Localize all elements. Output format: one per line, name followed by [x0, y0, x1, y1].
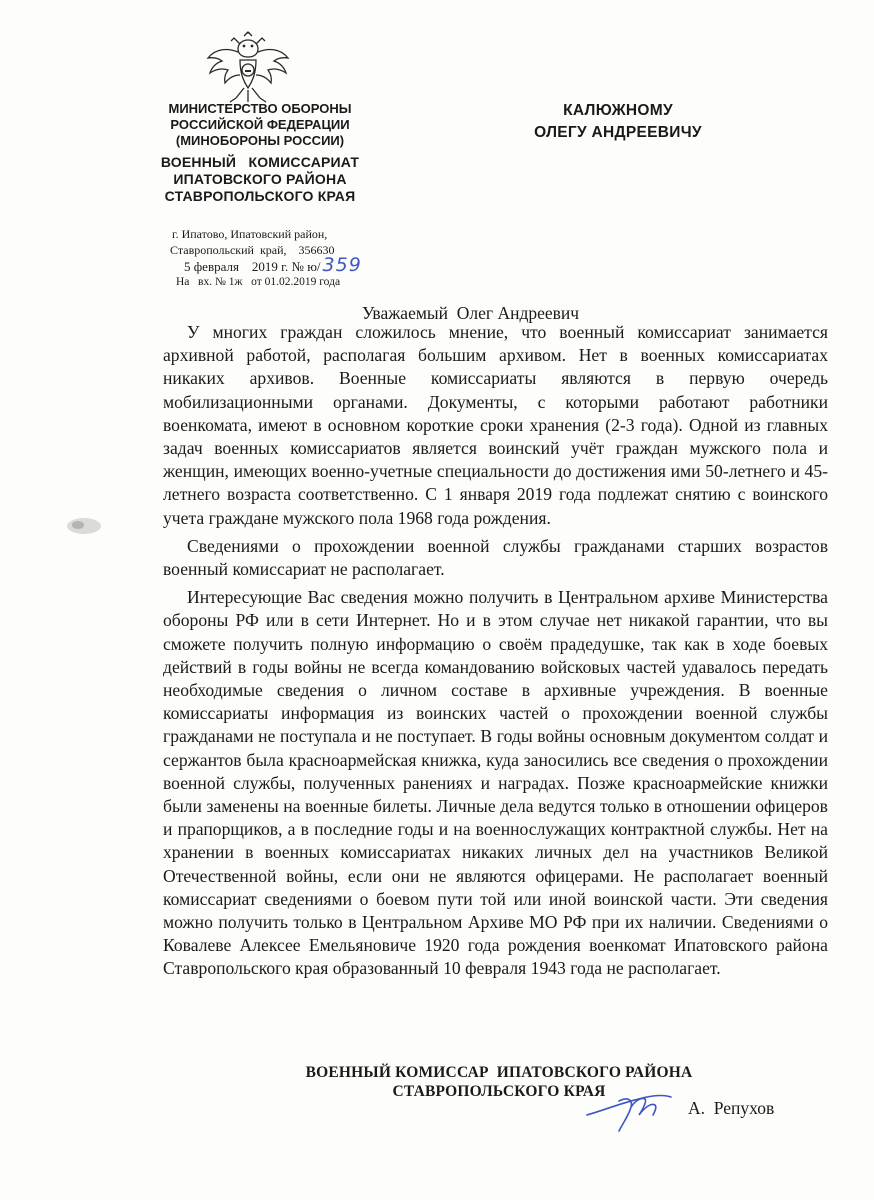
commissariat-line: СТАВРОПОЛЬСКОГО КРАЯ	[164, 188, 356, 204]
address-line: г. Ипатово, Ипатовский район,	[172, 227, 328, 241]
body-paragraph: У многих граждан сложилось мнение, что военный комиссариат занимается архивной работой, располагая большим архивом. Нет в военных комиссариатах никаких архивов. Военные комиссариаты являются в первую очередь мобилизационными органами. Документы, с которыми работают работники военкомата, имеют в основном короткие сроки хранения (2-3 года). Одной из главных задач военных комиссариатов является воинский учёт граждан мужского пола и женщин, имеющих военно-учетные специальности до достижения ими 50-летнего и 45-летнего возраста соответственно. С 1 января 2019 года подлежат снятию с воинского учета граждане мужского пола 1968 года рождения.	[163, 322, 828, 528]
recipient-line: ОЛЕГУ АНДРЕЕВИЧУ	[534, 124, 702, 141]
signoff-line: ВОЕННЫЙ КОМИССАР ИПАТОВСКОГО РАЙОНА	[305, 1064, 693, 1081]
scan-smudge-mark	[64, 515, 104, 537]
sender-header	[140, 101, 380, 205]
recipient-block	[518, 100, 718, 144]
body-paragraph: Интересующие Вас сведения можно получить в Центральном архиве Министерства обороны РФ или в сети Интернет. Но и в этом случае нет никакой гарантии, что вы сможете получить полную информацию о своём прадедушке, так как в ходе боевых действий в годы войны не всегда командованию войсковых частей удавалось передать необходимые сведения о личном составе в архивные учреждения. В военные комиссариаты информация из воинских частей о прохождении военной службы гражданами не поступала и не поступает. В годы войны основным документом солдат и сержантов была красноармейская книжка, куда заносились все сведения о прохождении военной службы, полученных ранениях и наградах. Позже красноармейские книжки были заменены на военные билеты. Личные дела ведутся только в отношении офицеров и прапорщиков, а в последние годы и на военнослужащих контрактной службы. Нет на хранении в военных комиссариатах никаких личных дел на участников Великой Отечественной войны, если они не являются офицерами. Не располагает военный комиссариат сведениями о боевом пути той или иной воинской части. Эти сведения можно получить только в Центральном Архиве МО РФ при их наличии. Сведениями о Ковалеве Алексее Емельяновиче 1920 года рождения военкомат Ипатовского района Ставропольского края образованный 10 февраля 1943 года не располагает.	[163, 587, 828, 979]
body-paragraph: Сведениями о прохождении военной службы гражданами старших возрастов военный комиссариат не располагает.	[163, 535, 828, 580]
signatory-name: А. Репухов	[688, 1098, 775, 1118]
handwritten-reg-number: 359	[322, 254, 362, 276]
incoming-reference: На вх. № 1ж от 01.02.2019 года	[176, 275, 341, 288]
ministry-block	[140, 101, 380, 149]
commissariat-line: ИПАТОВСКОГО РАЙОНА	[173, 171, 347, 187]
letter-body	[163, 321, 828, 986]
date-and-number	[164, 254, 374, 276]
double-headed-eagle-emblem-icon	[200, 30, 296, 106]
address-line: Ставропольский край, 356630	[170, 242, 335, 257]
letter-date: 5 февраля 2019 г. № ю/	[184, 259, 321, 274]
handwritten-signature-icon	[585, 1085, 695, 1135]
sender-address	[164, 227, 374, 290]
ministry-line: РОССИЙСКОЙ ФЕДЕРАЦИИ	[170, 117, 350, 132]
ministry-line: МИНИСТЕРСТВО ОБОРОНЫ	[168, 101, 352, 116]
greeting: Уважаемый Олег Андреевич	[362, 303, 580, 323]
recipient-line: КАЛЮЖНОМУ	[563, 102, 673, 119]
commissariat-block	[140, 154, 380, 205]
signoff-line: СТАВРОПОЛЬСКОГО КРАЯ	[392, 1083, 606, 1100]
commissariat-line: ВОЕННЫЙ КОМИССАРИАТ	[160, 154, 360, 170]
ministry-line: (МИНОБОРОНЫ РОССИИ)	[175, 133, 345, 148]
